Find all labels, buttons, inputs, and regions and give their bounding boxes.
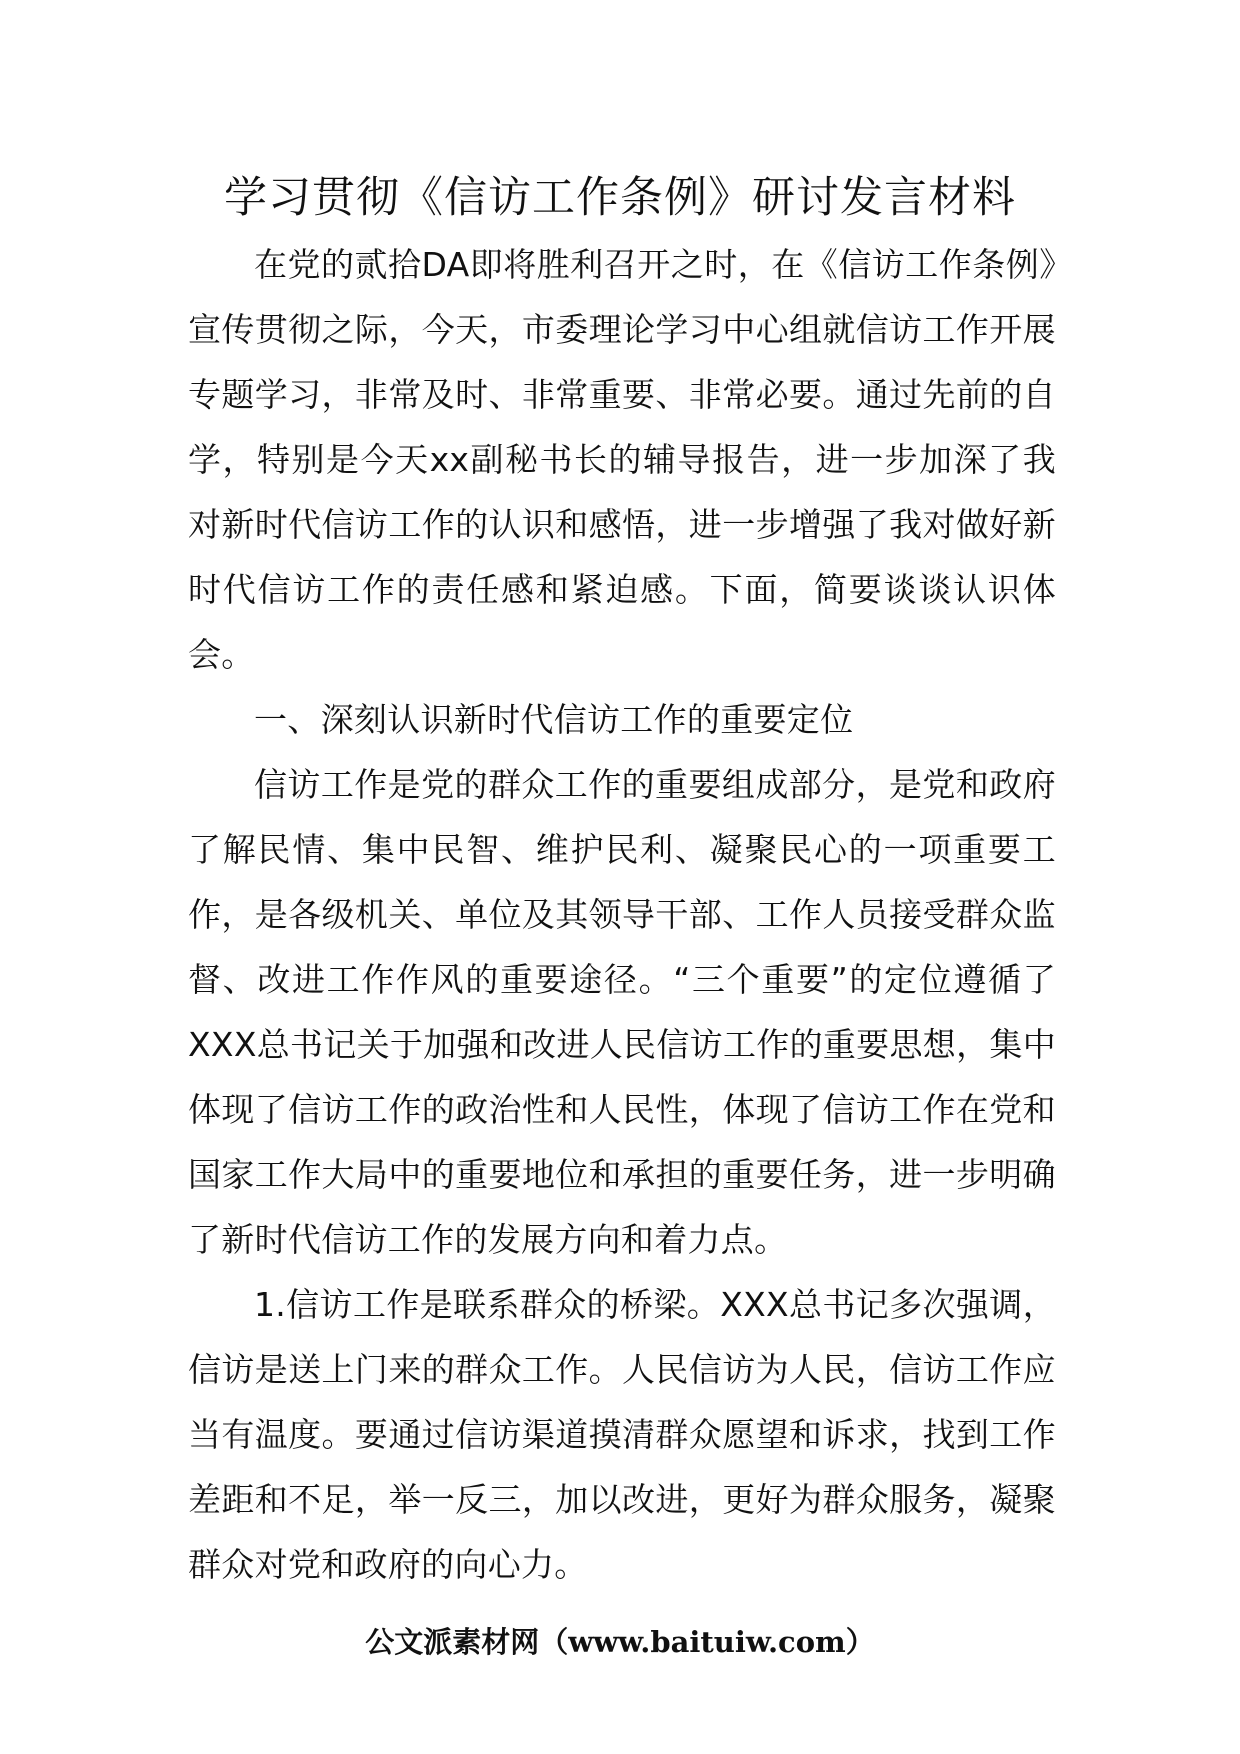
section-heading-1: 一、深刻认识新时代信访工作的重要定位	[254, 700, 854, 739]
paragraph-intro: 在党的贰拾DA即将胜利召开之时，在《信访工作条例》宣传贯彻之际，今天，市委理论学习中心组就信访工作开展专题学习，非常及时、非常重要、非常必要。通过先前的自学，特别是今天xx副秘书长的辅导报告，进一步加深了我对新时代信访工作的认识和感悟，进一步增强了我对做好新时代信访工作的责任感和紧迫感。下面，简要谈谈认识体会。	[188, 245, 1056, 674]
document-title: 学习贯彻《信访工作条例》研讨发言材料	[224, 173, 1016, 223]
paragraph-point-1: 1.信访工作是联系群众的桥梁。XXX总书记多次强调，信访是送上门来的群众工作。人民信访为人民，信访工作应当有温度。要通过信访渠道摸清群众愿望和诉求，找到工作差距和不足，举一反三，加以改进，更好为群众服务，凝聚群众对党和政府的向心力。	[188, 1285, 1056, 1584]
footer-source: 公文派素材网（www.baituiw.com）	[365, 1625, 875, 1659]
paragraph-positioning: 信访工作是党的群众工作的重要组成部分，是党和政府了解民情、集中民智、维护民利、凝聚民心的一项重要工作，是各级机关、单位及其领导干部、工作人员接受群众监督、改进工作作风的重要途径。“三个重要”的定位遵循了XXX总书记关于加强和改进人民信访工作的重要思想，集中体现了信访工作的政治性和人民性，体现了信访工作在党和国家工作大局中的重要地位和承担的重要任务，进一步明确了新时代信访工作的发展方向和着力点。	[188, 765, 1056, 1259]
document-body	[188, 232, 1056, 1597]
